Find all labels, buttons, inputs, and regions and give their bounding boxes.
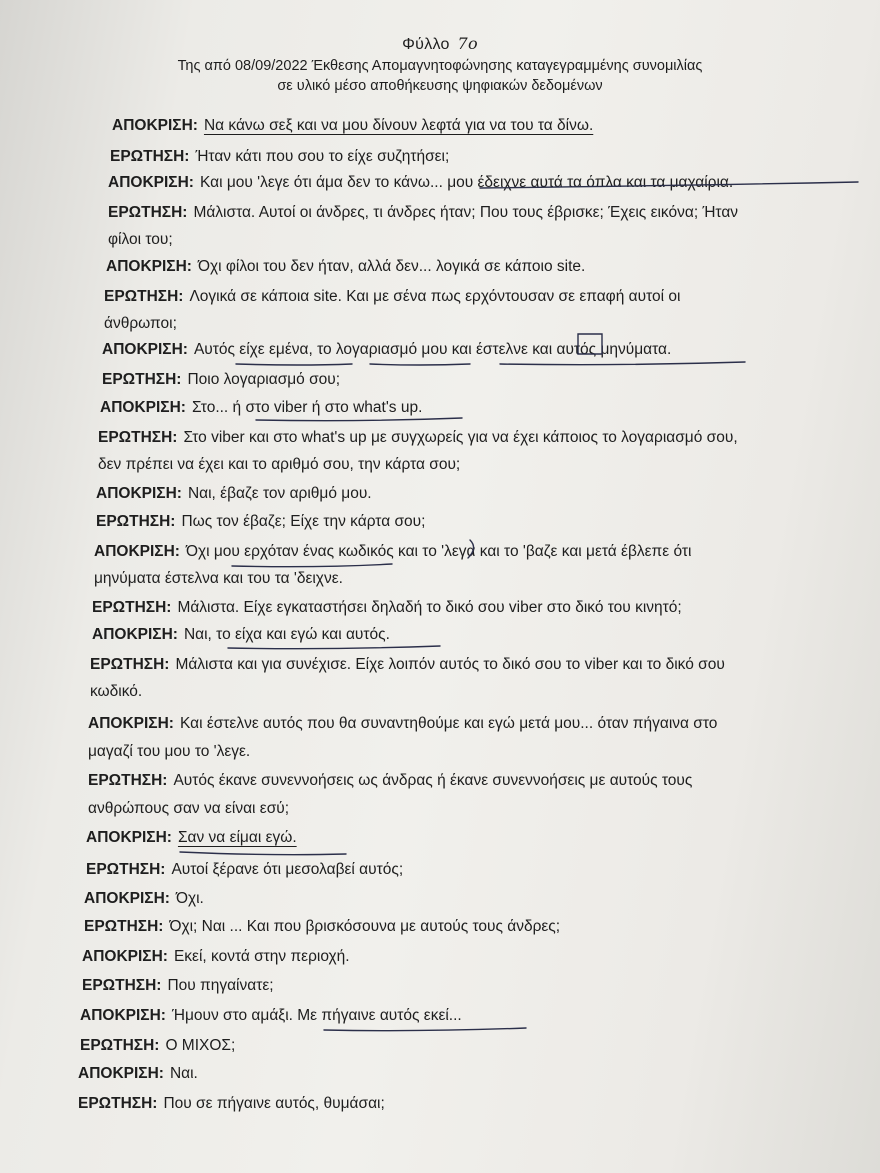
transcript-line <box>88 716 717 732</box>
transcript-line <box>88 773 692 789</box>
line-text: Όχι; Ναι ... Και που βρισκόσουνα με αυτούς τους άνδρες; <box>169 918 561 935</box>
speaker-label: ΑΠΟΚΡΙΣΗ: <box>112 117 198 134</box>
transcript-line <box>108 175 733 191</box>
speaker-label: ΕΡΩΤΗΣΗ: <box>82 977 162 994</box>
transcript-line <box>96 486 372 502</box>
line-text: Αυτός είχε εμένα, το λογαριασμό μου και έστελνε και αυτός μηνύματα. <box>193 341 672 358</box>
speaker-label: ΕΡΩΤΗΣΗ: <box>98 429 178 446</box>
transcript-line <box>92 600 682 616</box>
pen-underline <box>500 362 745 365</box>
line-text: Ήμουν στο αμάξι. Με πήγαινε αυτός εκεί... <box>171 1007 462 1024</box>
line-text: Που πηγαίνατε; <box>167 977 274 994</box>
line-text: κωδικό. <box>90 683 143 700</box>
transcript-line <box>82 978 274 994</box>
line-text: ανθρώπους σαν να είναι εσύ; <box>88 800 290 817</box>
line-text: Όχι. <box>175 890 204 907</box>
sheet-label: Φύλλο <box>402 36 450 53</box>
speaker-label: ΕΡΩΤΗΣΗ: <box>108 204 188 221</box>
line-text: Εκεί, κοντά στην περιοχή. <box>173 948 350 965</box>
transcript-line <box>84 891 204 907</box>
transcript-line <box>88 744 250 760</box>
line-text: Ποιο λογαριασμό σου; <box>187 371 341 388</box>
transcript-line <box>86 830 297 846</box>
line-text: άνθρωποι; <box>104 315 177 332</box>
transcript-line <box>78 1066 198 1082</box>
speaker-label: ΑΠΟΚΡΙΣΗ: <box>94 543 180 560</box>
line-text: μηνύματα έστελνα και του τα 'δειχνε. <box>94 570 343 587</box>
speaker-label: ΕΡΩΤΗΣΗ: <box>92 599 172 616</box>
pen-underline <box>256 418 462 421</box>
document-subtitle-line-2: σε υλικό μέσο αποθήκευσης ψηφιακών δεδομένων <box>277 78 603 94</box>
line-text: Ο ΜΙΧΟΣ; <box>165 1037 236 1054</box>
transcript-line <box>84 919 560 935</box>
speaker-label: ΑΠΟΚΡΙΣΗ: <box>84 890 170 907</box>
pen-underline <box>370 364 470 365</box>
speaker-label: ΑΠΟΚΡΙΣΗ: <box>92 626 178 643</box>
line-text: Όχι μου ερχόταν ένας κωδικός και το 'λεγα και το 'βαζε και μετά έβλεπε ότι <box>185 543 692 560</box>
speaker-label: ΕΡΩΤΗΣΗ: <box>78 1095 158 1112</box>
transcript-line <box>80 1008 462 1024</box>
line-text: φίλοι του; <box>108 231 173 248</box>
transcript-line <box>106 259 585 275</box>
line-text: Ναι. <box>169 1065 198 1082</box>
speaker-label: ΑΠΟΚΡΙΣΗ: <box>78 1065 164 1082</box>
line-text: Ναι, το είχα και εγώ και αυτός. <box>183 626 390 643</box>
speaker-label: ΑΠΟΚΡΙΣΗ: <box>80 1007 166 1024</box>
speaker-label: ΕΡΩΤΗΣΗ: <box>90 656 170 673</box>
transcript-line <box>98 457 460 473</box>
transcript-line <box>94 571 343 587</box>
speaker-label: ΕΡΩΤΗΣΗ: <box>104 288 184 305</box>
line-text: Λογικά σε κάποια site. Και με σένα πως ερχόντουσαν σε επαφή αυτοί οι <box>189 288 681 305</box>
line-text: Αυτοί ξέρανε ότι μεσολαβεί αυτός; <box>171 861 404 878</box>
speaker-label: ΕΡΩΤΗΣΗ: <box>80 1037 160 1054</box>
transcript-line <box>94 544 691 560</box>
line-text: Αυτός έκανε συνεννοήσεις ως άνδρας ή έκανε συνεννοήσεις με αυτούς τους <box>173 772 693 789</box>
transcript-line <box>92 627 390 643</box>
speaker-label: ΕΡΩΤΗΣΗ: <box>88 772 168 789</box>
line-text: Ήταν κάτι που σου το είχε συζητήσει; <box>195 148 450 165</box>
line-text: Στο... ή στο viber ή στο what's up. <box>191 399 423 416</box>
line-text: Μάλιστα. Αυτοί οι άνδρες, τι άνδρες ήταν; Που τους έβρισκε; Έχεις εικόνα; Ήταν <box>193 204 739 221</box>
sheet-number: 7ο <box>457 34 478 53</box>
speaker-label: ΑΠΟΚΡΙΣΗ: <box>96 485 182 502</box>
speaker-label: ΑΠΟΚΡΙΣΗ: <box>100 399 186 416</box>
transcript-line <box>80 1038 235 1054</box>
transcript-line <box>96 514 425 530</box>
transcript-line <box>100 400 422 416</box>
transcript-line <box>86 862 403 878</box>
transcript-line <box>82 949 350 965</box>
line-text: Σαν να είμαι εγώ. <box>177 829 297 846</box>
transcript-line <box>88 801 289 817</box>
line-text: μαγαζί του μου το 'λεγε. <box>88 743 251 760</box>
line-text: Να κάνω σεξ και να μου δίνουν λεφτά για να του τα δίνω. <box>203 117 594 134</box>
pen-underline <box>180 852 346 855</box>
pen-underline <box>324 1028 526 1031</box>
line-text: Μάλιστα. Είχε εγκαταστήσει δηλαδή το δικό σου viber στο δικό του κινητό; <box>177 599 682 616</box>
speaker-label: ΕΡΩΤΗΣΗ: <box>102 371 182 388</box>
line-text: Στο viber και στο what's up με συγχωρείς για να έχει κάποιος το λογαριασμό σου, <box>183 429 738 446</box>
transcript-line <box>90 684 142 700</box>
line-text: Μάλιστα και για συνέχισε. Είχε λοιπόν αυτός το δικό σου το viber και το δικό σου <box>175 656 725 673</box>
transcript-line <box>102 342 671 358</box>
speaker-label: ΑΠΟΚΡΙΣΗ: <box>86 829 172 846</box>
line-text: Όχι φίλοι του δεν ήταν, αλλά δεν... λογικά σε κάποιο site. <box>197 258 586 275</box>
line-text: Και έστελνε αυτός που θα συναντηθούμε και εγώ μετά μου... όταν πήγαινα στο <box>179 715 718 732</box>
transcript-line <box>108 205 738 221</box>
transcript-line <box>90 657 725 673</box>
speaker-label: ΕΡΩΤΗΣΗ: <box>96 513 176 530</box>
transcript-line <box>104 316 177 332</box>
line-text: Που σε πήγαινε αυτός, θυμάσαι; <box>163 1095 385 1112</box>
line-text: Ναι, έβαζε τον αριθμό μου. <box>187 485 372 502</box>
document-subtitle-line-1: Της από 08/09/2022 Έκθεσης Απομαγνητοφώνησης καταγεγραμμένης συνομιλίας <box>177 58 703 74</box>
speaker-label: ΑΠΟΚΡΙΣΗ: <box>106 258 192 275</box>
line-text: Πως τον έβαζε; Είχε την κάρτα σου; <box>181 513 426 530</box>
line-text: Και μου 'λεγε ότι άμα δεν το κάνω... μου έδειχνε αυτά τα όπλα και τα μαχαίρια. <box>199 174 734 191</box>
pen-underline <box>232 564 392 567</box>
sheet-heading <box>0 34 880 54</box>
transcript-line <box>104 289 680 305</box>
speaker-label: ΑΠΟΚΡΙΣΗ: <box>108 174 194 191</box>
speaker-label: ΕΡΩΤΗΣΗ: <box>84 918 164 935</box>
speaker-label: ΑΠΟΚΡΙΣΗ: <box>102 341 188 358</box>
transcript-line <box>108 232 173 248</box>
speaker-label: ΕΡΩΤΗΣΗ: <box>86 861 166 878</box>
speaker-label: ΑΠΟΚΡΙΣΗ: <box>88 715 174 732</box>
transcript-line <box>102 372 340 388</box>
transcript-line <box>110 149 449 165</box>
transcript-line <box>112 118 593 134</box>
transcript-line <box>98 430 738 446</box>
line-text: δεν πρέπει να έχει και το αριθμό σου, την κάρτα σου; <box>98 456 461 473</box>
transcript-line <box>78 1096 385 1112</box>
pen-underline <box>228 646 440 649</box>
speaker-label: ΕΡΩΤΗΣΗ: <box>110 148 190 165</box>
speaker-label: ΑΠΟΚΡΙΣΗ: <box>82 948 168 965</box>
pen-underline <box>236 364 352 365</box>
